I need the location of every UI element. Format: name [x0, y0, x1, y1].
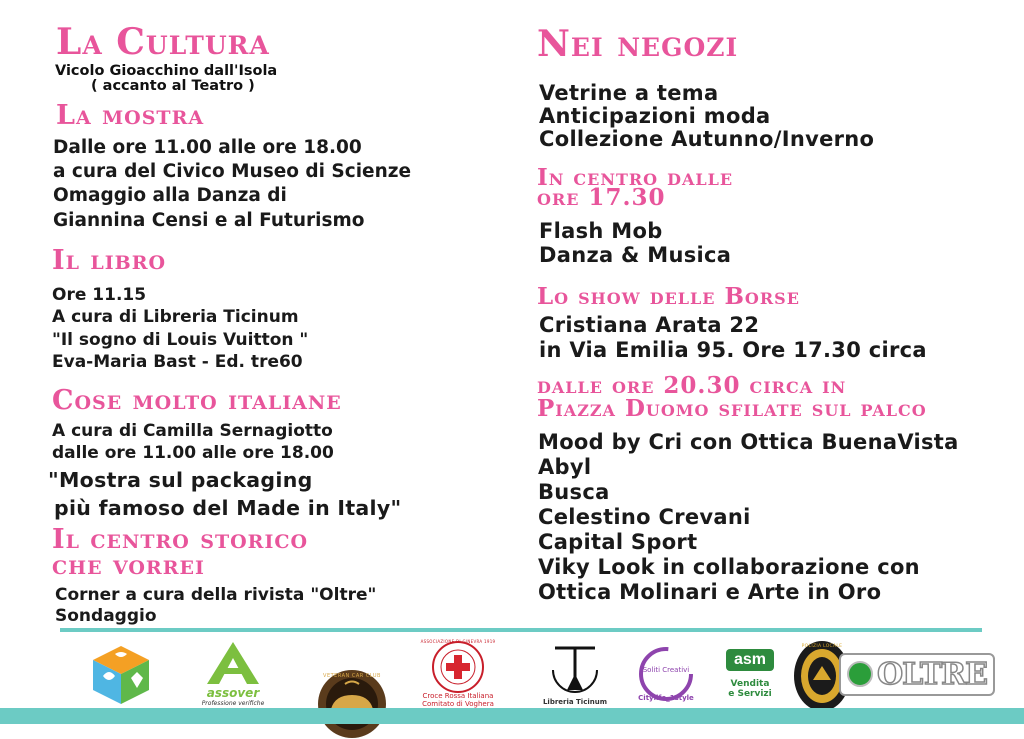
car-club-logo — [312, 638, 392, 710]
italiane-title: Cose molto italiane — [52, 385, 342, 416]
flash-title: In centro dalle — [537, 164, 734, 191]
asm-line-2: e Servizi — [728, 689, 772, 699]
italiane-quote: "Mostra sul packaging — [48, 468, 313, 492]
centro-line: Corner a cura della rivista "Oltre" — [55, 585, 377, 605]
libreria-name: Libreria Ticinum — [542, 698, 608, 706]
polizia-ring: POLIZIA LOCALE — [801, 643, 843, 649]
libro-title: Il libro — [52, 245, 167, 276]
mostra-line: a cura del Civico Museo di Scienze — [53, 161, 412, 182]
assoverifiche-name: assover — [206, 686, 260, 700]
italiane-line: dalle ore 11.00 alle ore 18.00 — [52, 443, 334, 463]
cultura-address-note: ( accanto al Teatro ) — [91, 78, 255, 94]
flash-title-2: ore 17.30 — [537, 184, 666, 211]
mostra-line: Omaggio alla Danza di — [53, 185, 287, 206]
flash-line: Danza & Musica — [539, 243, 732, 267]
croce-rossa-committee: Comitato di Voghera — [422, 699, 494, 708]
divider-line — [60, 628, 982, 632]
libro-line: A cura di Libreria Ticinum — [52, 307, 299, 327]
assoverifiche-tagline: Professione verifiche — [201, 700, 265, 707]
citylife-name: Citylife_1style — [638, 694, 694, 702]
borse-line: Cristiana Arata 22 — [539, 313, 760, 337]
asm-logo — [722, 638, 778, 710]
negozi-line: Collezione Autunno/Inverno — [539, 127, 875, 151]
assoverifiche-icon — [203, 640, 263, 686]
sfilate-line: Mood by Cri con Ottica BuenaVista — [538, 430, 959, 454]
libro-line: "Il sogno di Louis Vuitton " — [52, 330, 309, 350]
citylife-logo — [630, 638, 702, 710]
assoverifiche-logo — [196, 638, 270, 710]
bottom-band — [0, 708, 1024, 724]
mostra-line: Dalle ore 11.00 alle ore 18.00 — [53, 137, 362, 158]
cube-logo-icon — [89, 642, 153, 706]
sfilate-line: Viky Look in collaborazione con — [538, 555, 920, 579]
negozi-line: Vetrine a tema — [539, 81, 719, 105]
italiane-line: A cura di Camilla Sernagiotto — [52, 421, 333, 441]
mostra-title: La mostra — [56, 100, 205, 131]
libreria-icon — [547, 642, 603, 698]
negozi-title: Nei negozi — [537, 23, 739, 65]
sfilate-line: Celestino Crevani — [538, 505, 751, 529]
cube-logo — [88, 638, 154, 710]
sfilate-line: Busca — [538, 480, 610, 504]
cultura-title: La Cultura — [56, 21, 270, 63]
red-cross-icon — [432, 641, 484, 693]
italiane-quote: più famoso del Made in Italy" — [54, 496, 402, 520]
asm-line-1: Vendita — [730, 679, 770, 689]
negozi-line: Anticipazioni moda — [539, 104, 771, 128]
flash-line: Flash Mob — [539, 219, 663, 243]
citylife-inner: Soliti Creativi — [642, 666, 690, 674]
libro-line: Ore 11.15 — [52, 285, 147, 305]
asm-badge: asm — [726, 649, 774, 671]
centro-line: Sondaggio — [55, 606, 157, 626]
oltre-logo — [858, 638, 987, 710]
mostra-line: Giannina Censi e al Futurismo — [53, 210, 365, 231]
croce-rossa-logo — [418, 638, 498, 710]
centro-title: Il centro storico — [52, 524, 309, 555]
croce-rossa-name: Croce Rossa Italiana — [422, 691, 494, 700]
car-club-icon — [315, 669, 389, 739]
sfilate-line: Capital Sport — [538, 530, 698, 554]
sfilate-title-2: Piazza Duomo sfilate sul palco — [537, 395, 927, 422]
libro-line: Eva-Maria Bast - Ed. tre60 — [52, 352, 303, 372]
car-club-ring: VETERAN CAR CLUB — [323, 673, 381, 679]
cultura-address: Vicolo Gioacchino dall'Isola — [55, 63, 278, 79]
oltre-badge — [839, 653, 995, 696]
sfilate-line: Abyl — [538, 455, 592, 479]
oltre-wordmark: OLTRE — [877, 656, 987, 692]
libreria-logo — [540, 638, 610, 710]
sfilate-title: dalle ore 20.30 circa in — [537, 372, 847, 399]
centro-title-2: che vorrei — [52, 550, 205, 581]
oltre-circle-icon — [847, 661, 873, 687]
borse-line: in Via Emilia 95. Ore 17.30 circa — [539, 338, 927, 362]
borse-title: Lo show delle Borse — [537, 283, 800, 310]
croce-rossa-ring: ASSOCIAZIONE DI GINEVRA 1919 — [420, 638, 496, 644]
sfilate-line: Ottica Molinari e Arte in Oro — [538, 580, 882, 604]
